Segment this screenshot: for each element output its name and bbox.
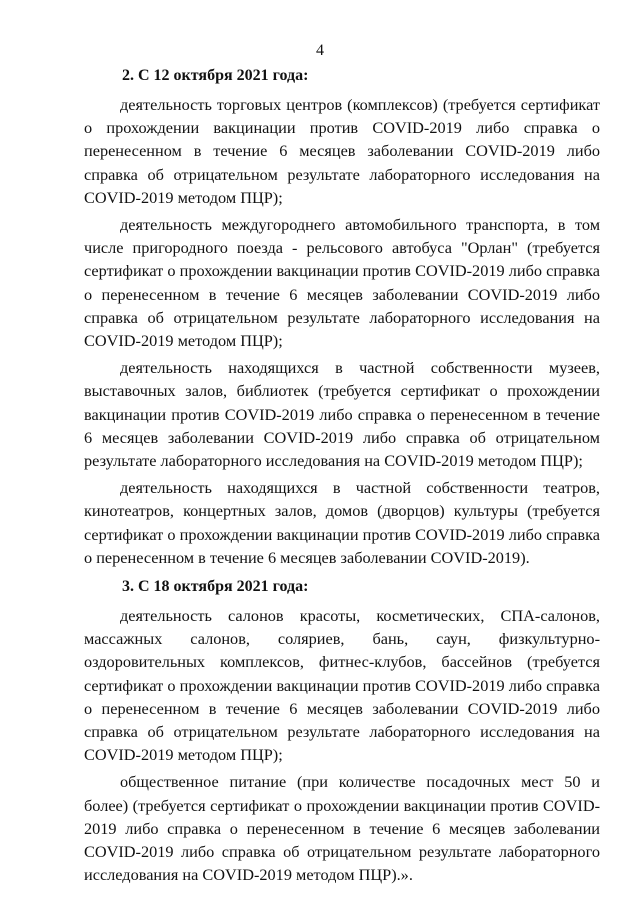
paragraph-theatres: деятельность находящихся в частной собственности театров, кинотеатров, концертных залов, домов (дворцов) культуры (требуется сертификат о прохождении вакцинации против COVID-2019 либо справка о перенесенном в течение 6 месяцев заболевании COVID-2019). xyxy=(84,478,600,567)
paragraph-catering: общественное питание (при количестве посадочных мест 50 и более) (требуется сертификат о прохождении вакцинации против COVID-2019 либо справка о перенесенном в течение 6 месяцев заболевании COVID-2019 либо справка об отрицательном результате лабораторного исследования на COVID-2019 методом ПЦР).». xyxy=(84,772,600,885)
page-number: 4 xyxy=(316,42,324,59)
section-heading-3: 3. С 18 октября 2021 года: xyxy=(122,578,309,596)
section-heading-2: 2. С 12 октября 2021 года: xyxy=(122,67,309,84)
paragraph-intercity-transport: деятельность междугороднего автомобильного транспорта, в том числе пригородного поезда - рельсового автобуса "Орлан" (требуется сертификат о прохождении вакцинации против COVID-2019 либо справка о перенесенном в течение 6 месяцев заболевании COVID-2019 либо справка об отрицательном результате лабораторного исследования на COVID-2019 методом ПЦР); xyxy=(84,215,600,351)
paragraph-shopping-centers: деятельность торговых центров (комплексов) (требуется сертификат о прохождении вакцинации против COVID-2019 либо справка о перенесенном в течение 6 месяцев заболевании COVID-2019 либо справка об отрицательном результате лабораторного исследования на COVID-2019 методом ПЦР); xyxy=(84,95,600,207)
paragraph-beauty-salons: деятельность салонов красоты, косметических, СПА-салонов, массажных салонов, соляриев, бань, саун, физкультурно-оздоровительных комплексов, фитнес-клубов, бассейнов (требуется сертификат о прохождении вакцинации против COVID-2019 либо справка о перенесенном в течение 6 месяцев заболевании COVID-2019 либо справка об отрицательном результате лабораторного исследования на COVID-2019 методом ПЦР); xyxy=(84,606,600,765)
document-body xyxy=(84,64,600,891)
paragraph-museums: деятельность находящихся в частной собственности музеев, выставочных залов, библиотек (требуется сертификат о прохождении вакцинации против COVID-2019 либо справка о перенесенном в течение 6 месяцев заболевании COVID-2019 либо справка об отрицательном результате лабораторного исследования на COVID-2019 методом ПЦР); xyxy=(84,358,600,471)
